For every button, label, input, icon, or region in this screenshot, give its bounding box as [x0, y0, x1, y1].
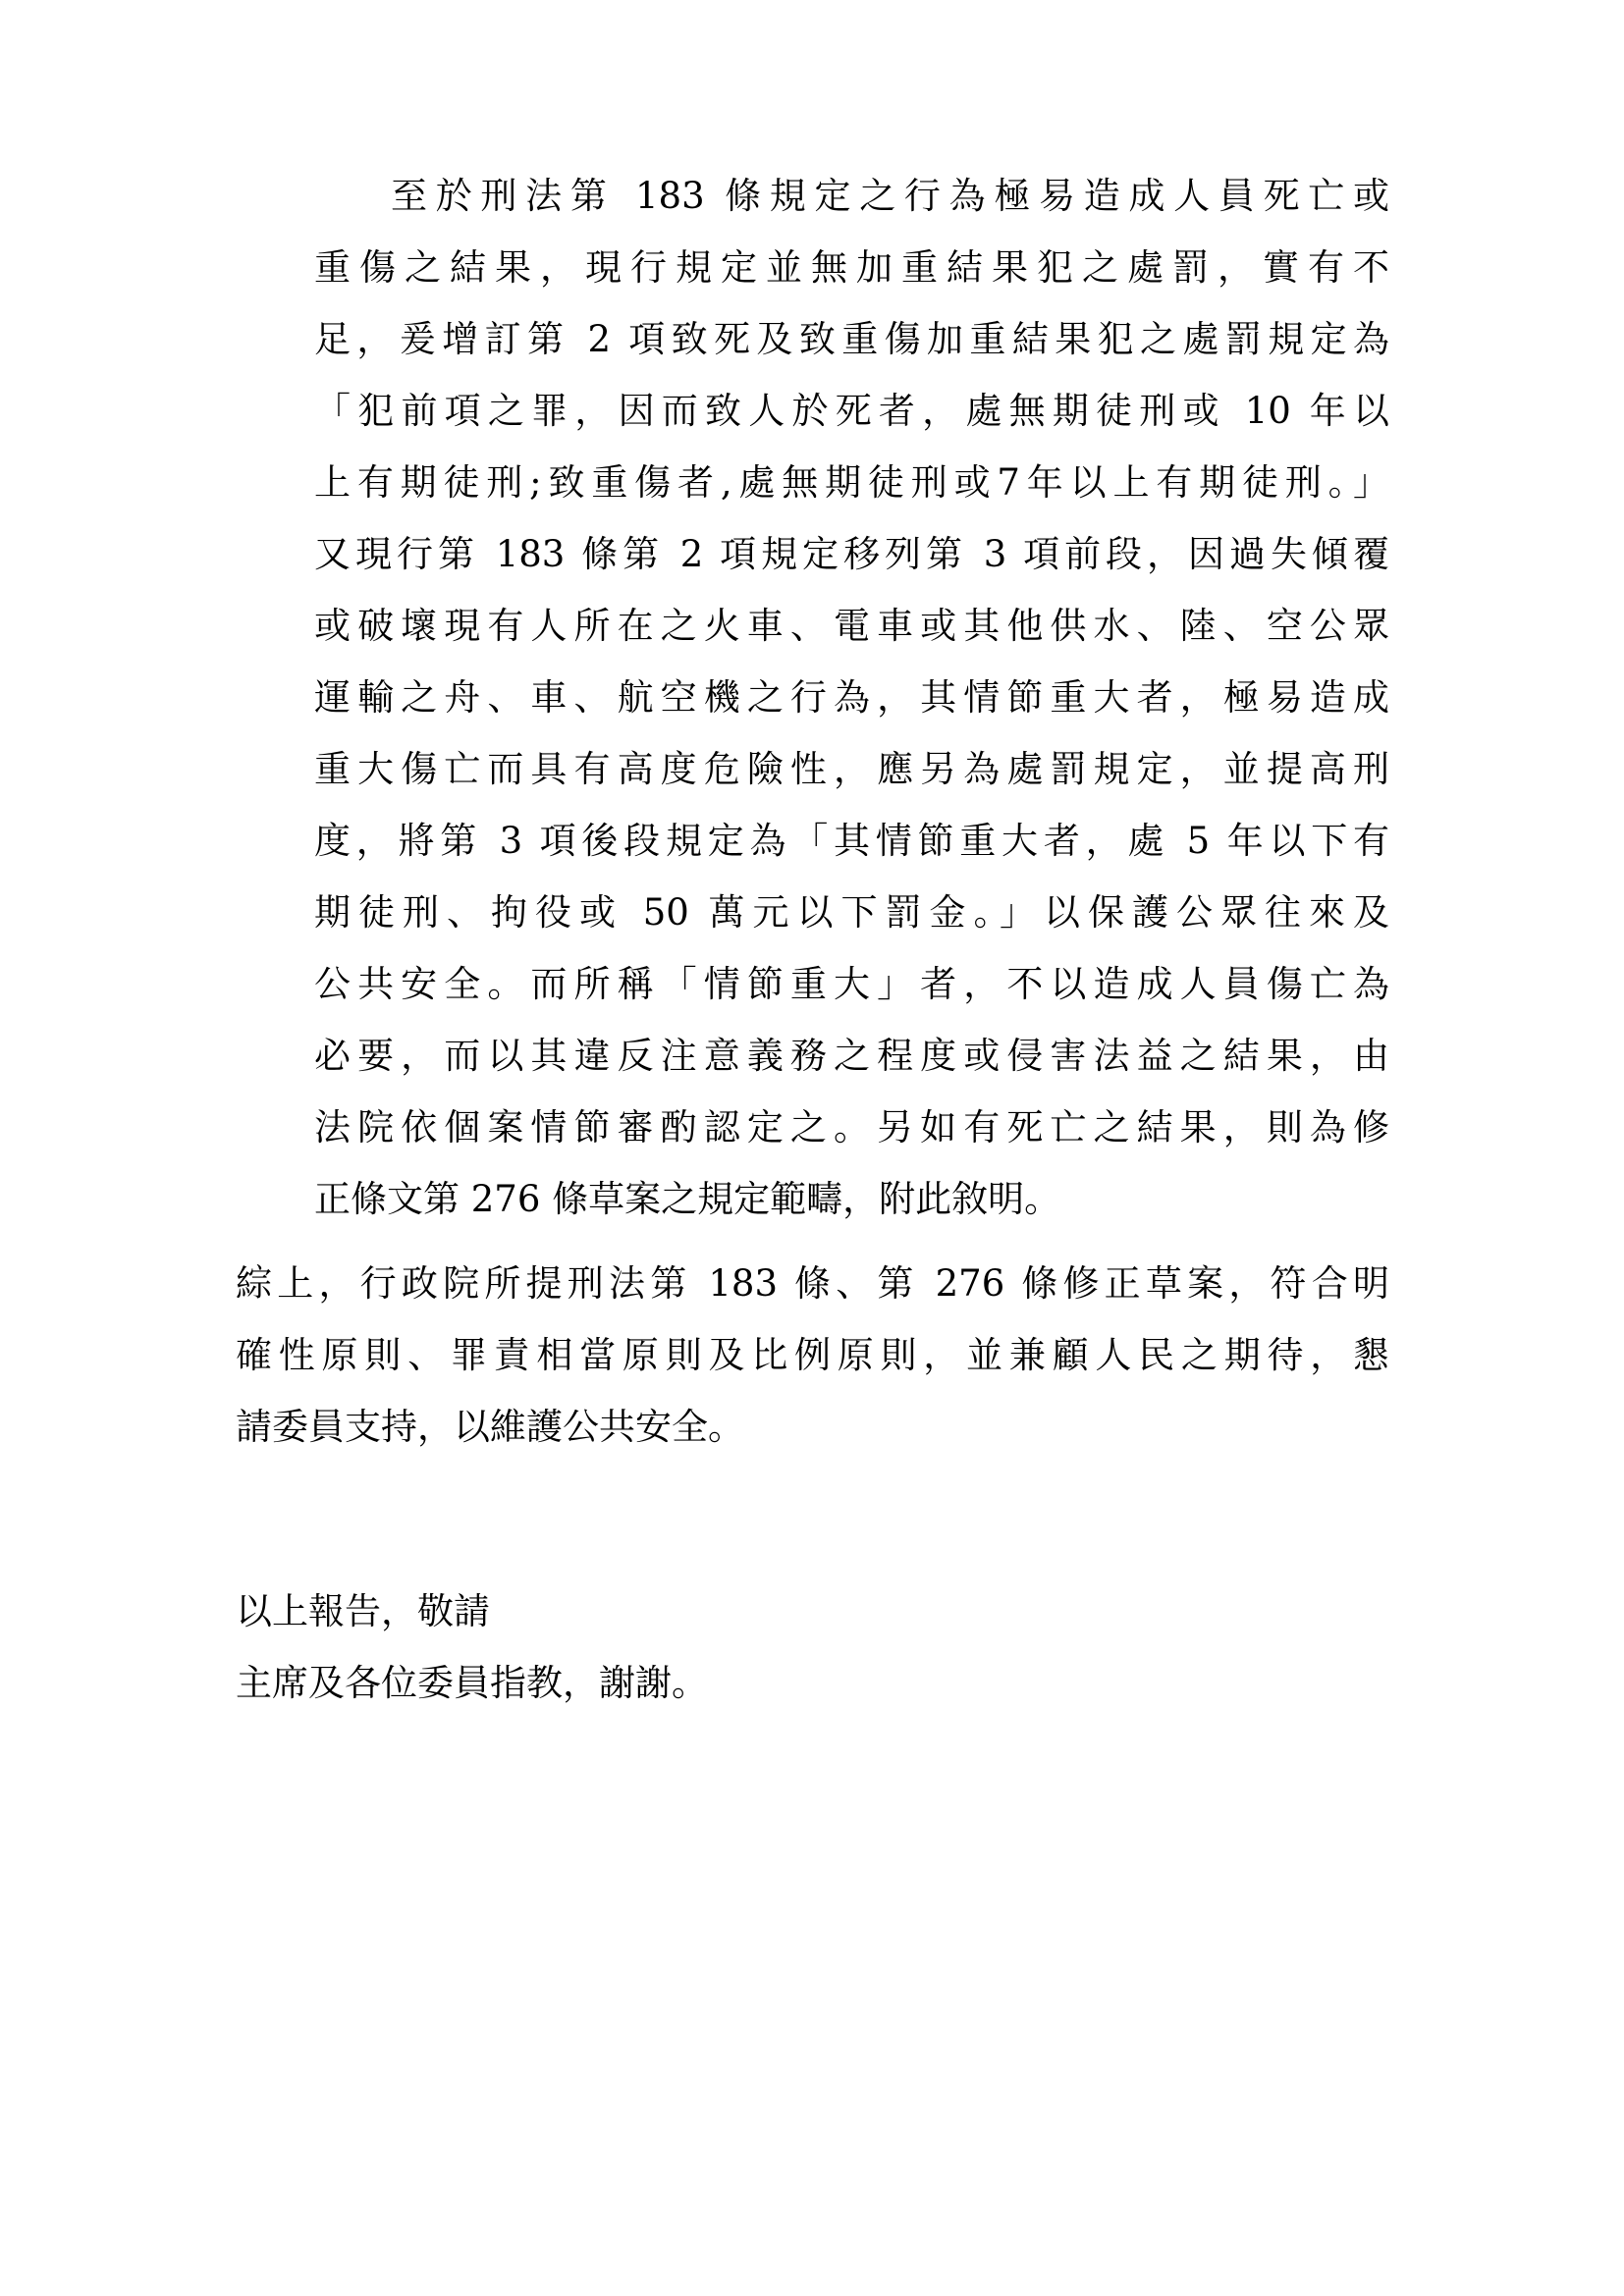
- paragraph2-line-2: 確性原則、罪責相當原則及比例原則，並兼顧人民之期待，懇: [236, 1334, 1389, 1376]
- paragraph1-line-8: 運輸之舟、車、航空機之行為，其情節重大者，極易造成: [314, 676, 1389, 719]
- closing-line-2: 主席及各位委員指教，謝謝。: [236, 1662, 708, 1704]
- paragraph1-line-7: 或破壞現有人所在之火車、電車或其他供水、陸、空公眾: [314, 605, 1389, 647]
- paragraph1-line-4: 「犯前項之罪，因而致人於死者，處無期徒刑或 10 年以: [314, 390, 1389, 432]
- paragraph1-line-11: 期徒刑、拘役或 50 萬元以下罰金。」以保護公眾往來及: [314, 891, 1389, 934]
- paragraph1-line-15: 正條文第 276 條草案之規定範疇，附此敘明。: [314, 1178, 1061, 1220]
- paragraph1-line-2: 重傷之結果，現行規定並無加重結果犯之處罰，實有不: [314, 246, 1389, 289]
- paragraph1-line-13: 必要，而以其違反注意義務之程度或侵害法益之結果，由: [314, 1035, 1389, 1077]
- paragraph1-line-1: 至於刑法第 183 條規定之行為極易造成人員死亡或: [391, 175, 1389, 217]
- closing-line-1: 以上報告，敬請: [236, 1590, 490, 1632]
- paragraph2-line-1: 綜上，行政院所提刑法第 183 條、第 276 條修正草案，符合明: [236, 1262, 1389, 1305]
- paragraph1-line-3: 足，爰增訂第 2 項致死及致重傷加重結果犯之處罰規定為: [314, 318, 1389, 360]
- paragraph1-line-9: 重大傷亡而具有高度危險性，應另為處罰規定，並提高刑: [314, 748, 1389, 790]
- paragraph1-line-10: 度，將第 3 項後段規定為「其情節重大者，處 5 年以下有: [314, 820, 1389, 862]
- paragraph2-line-3: 請委員支持，以維護公共安全。: [236, 1406, 744, 1448]
- paragraph1-line-12: 公共安全。而所稱「情節重大」者，不以造成人員傷亡為: [314, 963, 1389, 1005]
- paragraph1-line-5: 上有期徒刑;致重傷者,處無期徒刑或7年以上有期徒刑。」: [314, 461, 1389, 504]
- paragraph1-line-14: 法院依個案情節審酌認定之。另如有死亡之結果，則為修: [314, 1106, 1389, 1148]
- paragraph1-line-6: 又現行第 183 條第 2 項規定移列第 3 項前段，因過失傾覆: [314, 533, 1389, 575]
